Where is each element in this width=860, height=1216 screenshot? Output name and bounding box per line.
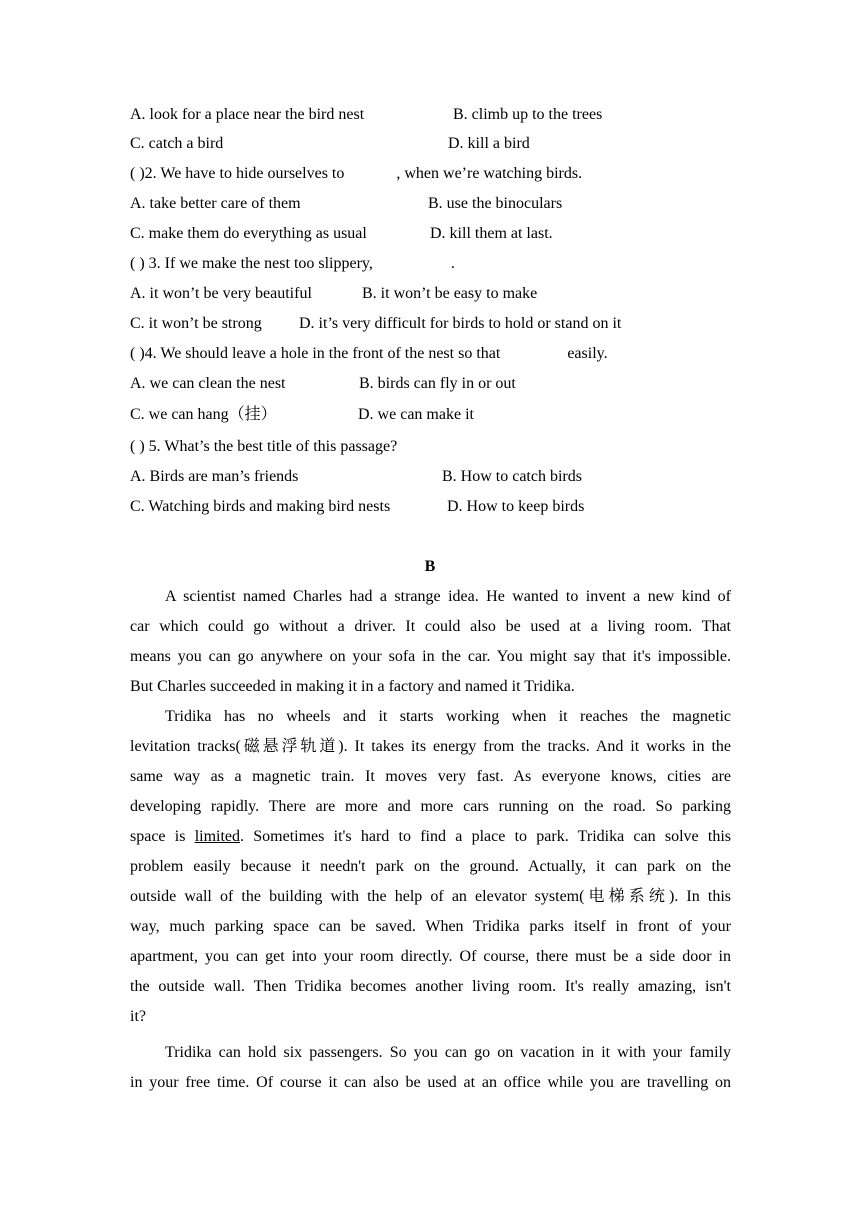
q4-stem [130, 344, 608, 364]
line-end: . Sometimes it's hard to find a place to park. Tridika can solve this [240, 828, 732, 845]
q3-option-d: D. it’s very difficult for birds to hold or stand on it [299, 315, 622, 332]
passage-line: car which could go without a driver. It could also be used at a living room. That [130, 618, 731, 635]
section-b-title: B [424, 558, 436, 575]
q3-option-c: C. it won’t be strong [130, 315, 262, 332]
q4-stem-start: ( )4. We should leave a hole in the front of the nest so that [130, 345, 501, 362]
passage-line: outside wall of the building with the help of an elevator system(电梯系统). In this [130, 888, 731, 905]
passage-line: same way as a magnetic train. It moves very fast. As everyone knows, cities are [130, 768, 731, 785]
passage-line: apartment, you can get into your room directly. Of course, there must be a side door in [130, 948, 731, 965]
passage-line: Tridika has no wheels and it starts working when it reaches the magnetic [165, 708, 731, 725]
q3-option-b: B. it won’t be easy to make [362, 285, 538, 302]
q5-stem: ( ) 5. What’s the best title of this passage? [130, 438, 398, 455]
passage-line: the outside wall. Then Tridika becomes another living room. It's really amazing, isn't [130, 978, 731, 995]
line-start: space is [130, 828, 195, 845]
q2-option-d: D. kill them at last. [430, 225, 553, 242]
q3-stem-start: ( ) 3. If we make the nest too slippery, [130, 255, 373, 272]
passage-line: Tridika can hold six passengers. So you can go on vacation in it with your family [165, 1044, 731, 1061]
passage-paragraph-3 [130, 1043, 731, 1103]
passage-line: levitation tracks(磁悬浮轨道). It takes its energy from the tracks. And it works in the [130, 738, 731, 755]
q3-stem [130, 254, 455, 274]
q2-option-a: A. take better care of them [130, 195, 301, 212]
passage-line-with-underline [130, 827, 731, 857]
passage-line: A scientist named Charles had a strange idea. He wanted to invent a new kind of [165, 588, 731, 605]
passage-line: means you can go anywhere on your sofa in the car. You might say that it's impossible. [130, 648, 731, 665]
q2-stem-end: , when we’re watching birds. [396, 165, 583, 182]
passage-paragraph-2 [130, 707, 731, 1037]
q4-option-d: D. we can make it [358, 406, 474, 423]
q3-option-a: A. it won’t be very beautiful [130, 285, 312, 302]
passage-line: it? [130, 1008, 146, 1025]
q5-option-b: B. How to catch birds [442, 468, 582, 485]
q4-option-a: A. we can clean the nest [130, 375, 286, 392]
q1-option-c: C. catch a bird [130, 135, 224, 152]
q4-option-c: C. we can hang（挂） [130, 406, 277, 423]
q1-option-d: D. kill a bird [448, 135, 530, 152]
q4-option-b: B. birds can fly in or out [359, 375, 516, 392]
passage-line: in your free time. Of course it can also be used at an office while you are travelling on [130, 1074, 731, 1091]
passage-line: problem easily because it needn't park on the ground. Actually, it can park on the [130, 858, 731, 875]
passage-paragraph-1 [130, 587, 731, 707]
underlined-word: limited [194, 828, 241, 845]
q1-option-b: B. climb up to the trees [453, 106, 603, 123]
q2-stem-start: ( )2. We have to hide ourselves to [130, 165, 345, 182]
q5-option-c: C. Watching birds and making bird nests [130, 498, 391, 515]
q2-stem [130, 164, 582, 184]
q2-option-c: C. make them do everything as usual [130, 225, 367, 242]
q5-option-d: D. How to keep birds [447, 498, 585, 515]
q4-stem-end: easily. [567, 345, 608, 362]
passage-line: But Charles succeeded in making it in a factory and named it Tridika. [130, 678, 575, 695]
q2-option-b: B. use the binoculars [428, 195, 563, 212]
q1-option-a: A. look for a place near the bird nest [130, 106, 365, 123]
q5-option-a: A. Birds are man’s friends [130, 468, 299, 485]
q3-stem-end: . [450, 255, 455, 272]
passage-line: developing rapidly. There are more and more cars running on the road. So parking [130, 798, 731, 815]
passage-line: way, much parking space can be saved. When Tridika parks itself in front of your [130, 918, 731, 935]
